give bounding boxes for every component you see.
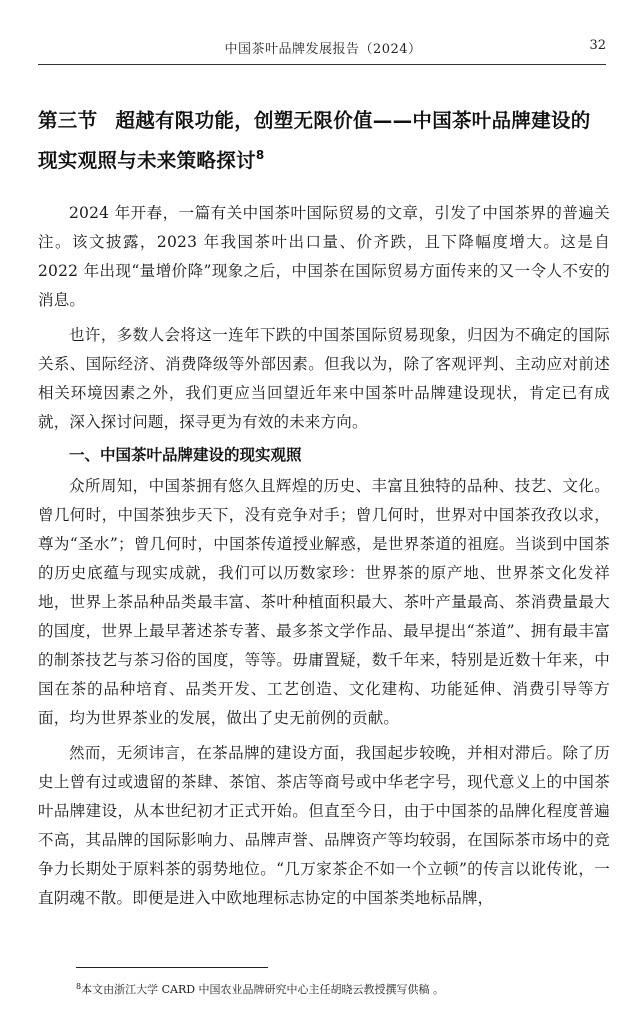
footnote-text: 本文由浙江大学 CARD 中国农业品牌研究中心主任胡晓云教授撰写供稿 。: [81, 983, 445, 996]
subheading: 一、中国茶叶品牌建设的现实观照: [69, 446, 302, 464]
section-title: [38, 101, 610, 181]
paragraph-4: 然而，无须讳言，在茶品牌的建设方面，我国起步较晚，并相对滞后。除了历史上曾有过或遗留的茶肆、茶馆、茶店等商号或中华老字号，现代意义上的中国茶叶品牌建设，从本世纪初才正式开始。但直至今日，由于中国茶的品牌化程度普遍不高，其品牌的国际影响力、品牌声誉、品牌资产等均较弱，在国际茶市场中的竞争力长期处于原料茶的弱势地位。“几万家茶企不如一个立顿”的传言以讹传讹，一直阴魂不散。即便是进入中欧地理标志协定的中国茶类地标品牌，: [38, 744, 610, 907]
body-text: [38, 199, 610, 913]
footnote: [76, 982, 616, 998]
footnote-marker: 8: [76, 982, 82, 991]
page-number: 32: [589, 38, 606, 53]
header-title: 中国茶叶品牌发展报告（2024）: [224, 42, 422, 57]
paragraph-1: 2024 年开春，一篇有关中国茶叶国际贸易的文章，引发了中国茶界的普遍关注。该文披露，2023 年我国茶叶出口量、价齐跌，且下降幅度增大。这是自 2022 年出现“量增价降”现象之后，中国茶在国际贸易方面传来的又一令人不安的消息。: [38, 204, 610, 309]
section-title-text: 超越有限功能，创塑无限价值——中国茶叶品牌建设的现实观照与未来策略探讨: [38, 109, 591, 173]
section-number: 第三节: [38, 109, 98, 133]
paragraph-3: 众所周知，中国茶拥有悠久且辉煌的历史、丰富且独特的品种、技艺、文化。曾几何时，中国茶独步天下，没有竞争对手；曾几何时，世界对中国茶孜孜以求，尊为“圣水”；曾几何时，中国茶传道授业解惑，是世界茶道的祖庭。当谈到中国茶的历史底蕴与现实成就，我们可以历数家珍：世界茶的原产地、世界茶文化发祥地，世界上茶品种品类最丰富、茶叶种植面积最大、茶叶产量最高、茶消费量最大的国度，世界上最早著述茶专著、最多茶文学作品、最早提出“茶道”、拥有最丰富的制茶技艺与茶习俗的国度，等等。毋庸置疑，数千年来，特别是近数十年来，中国在茶的品种培育、品类开发、工艺创造、文化建构、功能延伸、消费引导等方面，均为世界茶业的发展，做出了史无前例的贡献。: [38, 477, 610, 727]
running-header: [38, 38, 608, 60]
paragraph-2: 也许，多数人会将这一连年下跌的中国茶国际贸易现象，归因为不确定的国际关系、国际经济、消费降级等外部因素。但我以为，除了客观评判、主动应对前述相关环境因素之外，我们更应当回望近年来中国茶叶品牌建设现状，肯定已有成就，深入探讨问题，探寻更为有效的未来方向。: [38, 326, 610, 431]
header-rule: [38, 64, 606, 65]
footnote-rule: [76, 967, 268, 968]
footnote-reference[interactable]: 8: [255, 148, 265, 163]
